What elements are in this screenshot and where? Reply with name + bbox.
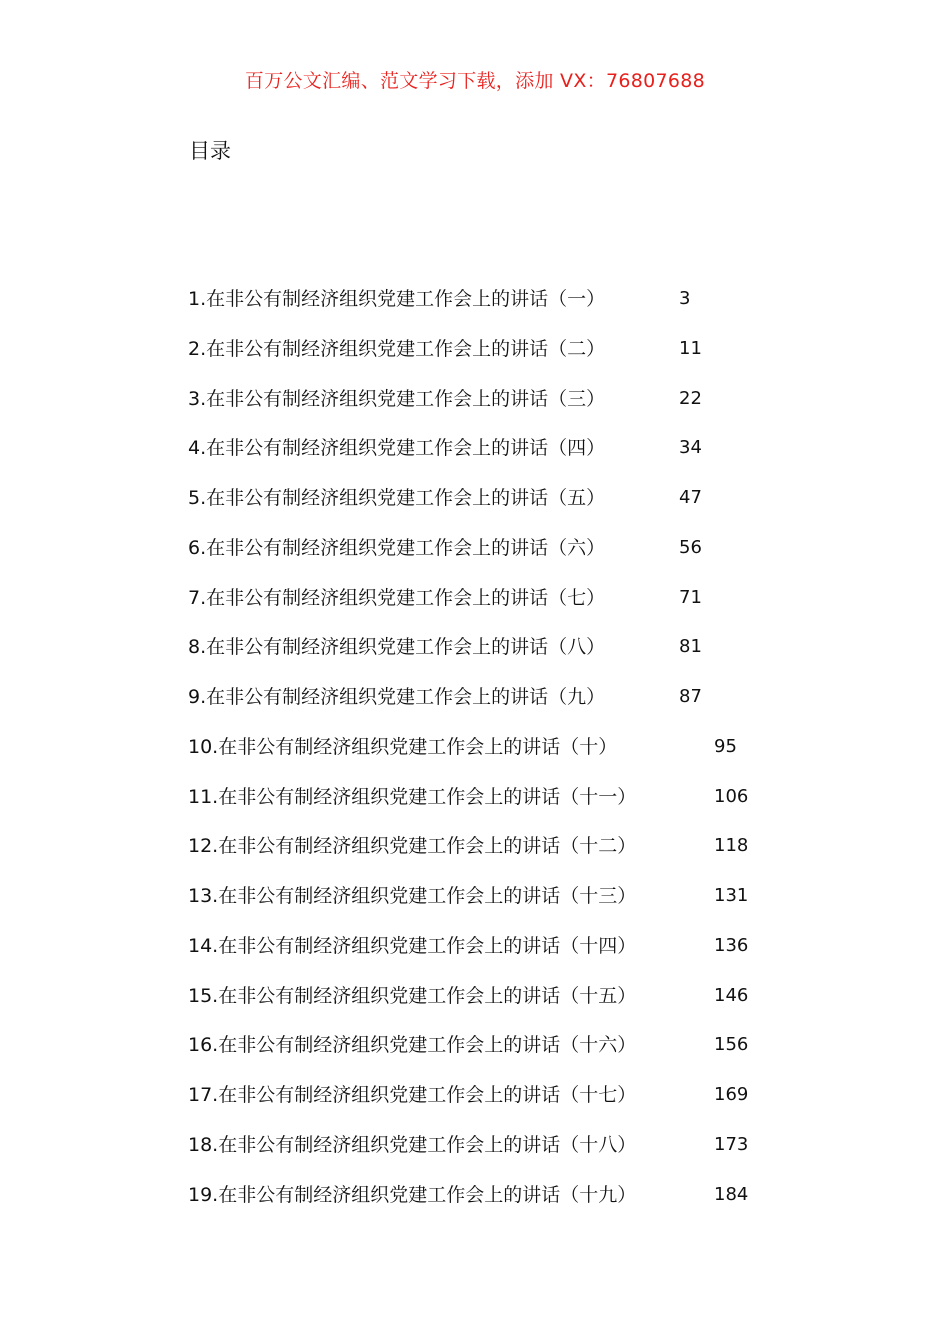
toc-entry-number: 4. bbox=[188, 437, 207, 460]
toc-entry-number: 7. bbox=[188, 586, 207, 609]
toc-entry-title: 在非公有制经济组织党建工作会上的讲话（十七） bbox=[218, 1084, 637, 1106]
toc-entry-title: 在非公有制经济组织党建工作会上的讲话（十一） bbox=[218, 785, 637, 808]
toc-entry-page: 95 bbox=[714, 735, 737, 757]
toc-entry[interactable] bbox=[188, 284, 808, 334]
toc-entry-page: 184 bbox=[714, 1183, 749, 1205]
toc-entry-page: 81 bbox=[679, 636, 702, 658]
toc-entry[interactable] bbox=[188, 583, 808, 633]
toc-entry-page: 34 bbox=[679, 437, 702, 459]
watermark-header: 百万公文汇编、范文学习下载，添加 VX：76807688 bbox=[244, 70, 706, 92]
toc-entry-page: 87 bbox=[679, 686, 702, 707]
toc-entry-title: 在非公有制经济组织党建工作会上的讲话（三） bbox=[206, 387, 606, 410]
toc-entry[interactable] bbox=[188, 732, 808, 782]
toc-entry-number: 19. bbox=[188, 1183, 219, 1206]
toc-entry[interactable] bbox=[188, 682, 808, 732]
toc-entry-page: 3 bbox=[679, 288, 691, 309]
toc-entry-number: 2. bbox=[188, 337, 207, 360]
toc-entry[interactable] bbox=[188, 1080, 808, 1130]
toc-entry-title: 在非公有制经济组织党建工作会上的讲话（八） bbox=[206, 636, 606, 659]
toc-entry[interactable] bbox=[188, 334, 808, 384]
toc-list bbox=[188, 284, 808, 1229]
toc-entry-title: 在非公有制经济组织党建工作会上的讲话（十六） bbox=[218, 1034, 637, 1057]
toc-entry-number: 14. bbox=[188, 934, 219, 957]
toc-entry-page: 47 bbox=[679, 487, 702, 508]
toc-entry[interactable] bbox=[188, 433, 808, 483]
toc-entry-title: 在非公有制经济组织党建工作会上的讲话（十二） bbox=[218, 835, 637, 858]
toc-entry-number: 5. bbox=[188, 487, 207, 509]
toc-title: 目录 bbox=[189, 139, 231, 163]
toc-entry-number: 11. bbox=[188, 785, 219, 808]
toc-entry-number: 1. bbox=[188, 288, 207, 310]
toc-entry-title: 在非公有制经济组织党建工作会上的讲话（五） bbox=[206, 487, 606, 509]
toc-entry-number: 8. bbox=[188, 636, 207, 659]
toc-entry-number: 6. bbox=[188, 536, 207, 559]
toc-entry[interactable] bbox=[188, 1030, 808, 1080]
toc-entry-page: 11 bbox=[679, 337, 702, 359]
toc-entry-number: 9. bbox=[188, 686, 207, 708]
toc-entry-page: 173 bbox=[714, 1133, 749, 1155]
toc-entry-number: 3. bbox=[188, 387, 207, 410]
toc-entry[interactable] bbox=[188, 931, 808, 981]
toc-entry-title: 在非公有制经济组织党建工作会上的讲话（十九） bbox=[218, 1183, 637, 1206]
toc-entry-page: 71 bbox=[679, 586, 702, 608]
toc-entry[interactable] bbox=[188, 881, 808, 931]
toc-entry-title: 在非公有制经济组织党建工作会上的讲话（九） bbox=[206, 686, 606, 708]
toc-entry-title: 在非公有制经济组织党建工作会上的讲话（十四） bbox=[218, 934, 637, 957]
toc-entry[interactable] bbox=[188, 533, 808, 583]
toc-entry[interactable] bbox=[188, 483, 808, 533]
toc-entry[interactable] bbox=[188, 1180, 808, 1230]
toc-entry-title: 在非公有制经济组织党建工作会上的讲话（四） bbox=[206, 437, 606, 460]
toc-entry-page: 146 bbox=[714, 984, 749, 1006]
toc-entry-title: 在非公有制经济组织党建工作会上的讲话（二） bbox=[206, 337, 606, 360]
toc-entry[interactable] bbox=[188, 782, 808, 832]
toc-entry-page: 131 bbox=[714, 885, 749, 906]
toc-entry[interactable] bbox=[188, 1130, 808, 1180]
toc-entry-title: 在非公有制经济组织党建工作会上的讲话（七） bbox=[206, 586, 606, 609]
toc-entry-number: 10. bbox=[188, 735, 219, 758]
toc-entry-page: 22 bbox=[679, 387, 702, 409]
toc-entry[interactable] bbox=[188, 384, 808, 434]
toc-entry[interactable] bbox=[188, 831, 808, 881]
toc-entry-number: 12. bbox=[188, 835, 219, 858]
toc-entry-title: 在非公有制经济组织党建工作会上的讲话（十） bbox=[218, 735, 618, 758]
toc-entry-page: 56 bbox=[679, 536, 702, 558]
toc-entry-page: 169 bbox=[714, 1084, 749, 1105]
toc-entry-number: 15. bbox=[188, 984, 219, 1007]
toc-entry-title: 在非公有制经济组织党建工作会上的讲话（十八） bbox=[218, 1133, 637, 1156]
toc-entry-title: 在非公有制经济组织党建工作会上的讲话（一） bbox=[206, 288, 606, 310]
toc-entry-title: 在非公有制经济组织党建工作会上的讲话（十三） bbox=[218, 885, 637, 907]
toc-entry-number: 17. bbox=[188, 1084, 219, 1106]
toc-entry-number: 13. bbox=[188, 885, 219, 907]
toc-entry-title: 在非公有制经济组织党建工作会上的讲话（六） bbox=[206, 536, 606, 559]
toc-entry[interactable] bbox=[188, 981, 808, 1031]
toc-entry-title: 在非公有制经济组织党建工作会上的讲话（十五） bbox=[218, 984, 637, 1007]
toc-entry-page: 136 bbox=[714, 934, 749, 956]
toc-entry-number: 16. bbox=[188, 1034, 219, 1057]
toc-entry-page: 118 bbox=[714, 835, 749, 857]
toc-entry[interactable] bbox=[188, 632, 808, 682]
toc-entry-number: 18. bbox=[188, 1133, 219, 1156]
toc-entry-page: 156 bbox=[714, 1034, 749, 1056]
toc-entry-page: 106 bbox=[714, 785, 749, 807]
